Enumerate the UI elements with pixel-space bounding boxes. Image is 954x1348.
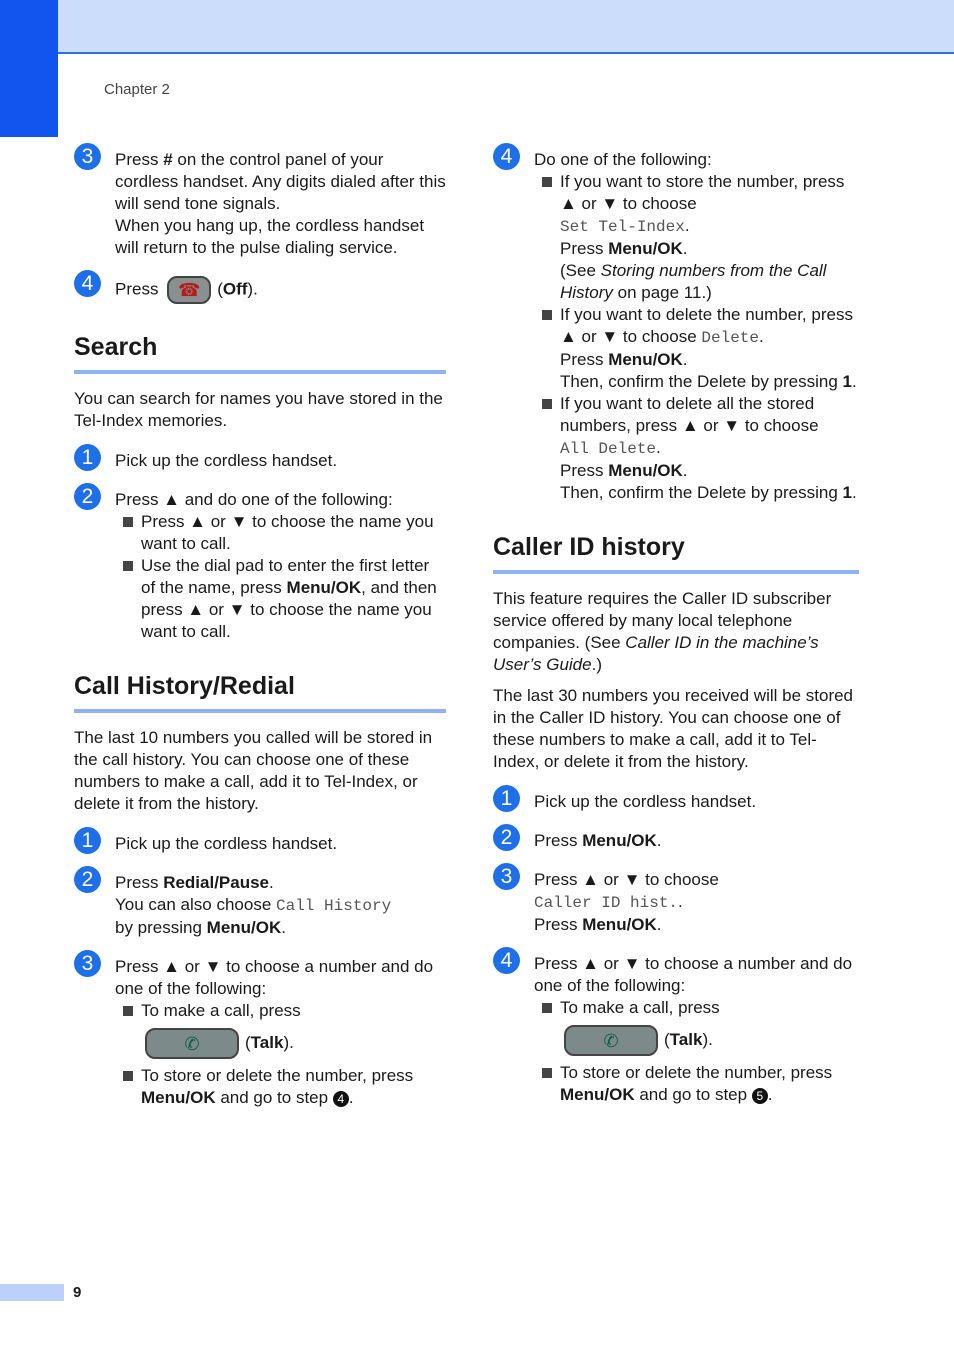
list-item: To make a call, press bbox=[534, 997, 859, 1019]
list-item: Use the dial pad to enter the first letter of the name, press Menu/OK, and then press ▲ or ▼ to choose the name you want to call. bbox=[115, 555, 446, 643]
list-item: To store or delete the number, press Menu/OK and go to step 5 . bbox=[534, 1062, 859, 1106]
chapter-label: Chapter 2 bbox=[104, 81, 170, 98]
header-band bbox=[0, 0, 954, 54]
phone-talk-icon: ✆ bbox=[145, 1028, 239, 1059]
list-item: If you want to store the number, press ▲ or ▼ to choose Set Tel-Index. Press Menu/OK. (See Storing numbers from the Call History on page 11.) bbox=[534, 171, 859, 304]
step-number: 3 bbox=[74, 143, 101, 170]
step-ref: 4 bbox=[333, 1091, 349, 1107]
page-number: 9 bbox=[73, 1284, 82, 1301]
step-number: 4 bbox=[74, 270, 101, 297]
section-title-caller-id: Caller ID history bbox=[493, 532, 859, 574]
list-item: To store or delete the number, press Menu/OK and go to step 4 . bbox=[115, 1065, 446, 1109]
section-title-search: Search bbox=[74, 332, 446, 374]
left-column bbox=[74, 145, 446, 1126]
list-item: Press ▲ or ▼ to choose the name you want to call. bbox=[115, 511, 446, 555]
cid-step-1: 1 Pick up the cordless handset. bbox=[493, 791, 859, 813]
delete-step-4: 4 Do one of the following: If you want to store the number, press ▲ or ▼ to choose Set Tel-Index. Press Menu/OK. (See Storing numbers from the Call History on page 11.) If you want to delete the number, press ▲ or ▼ to choose Delete. Press Menu/OK. Then, confirm the Delete by pressing 1. If you want to delete all the stored numbers, press ▲ or ▼ to choose All Delete. Press Menu/OK. Then, confirm the Delete by pressing 1. bbox=[493, 149, 859, 504]
step-4-off: 4 Press ☎ (Off). bbox=[74, 276, 446, 304]
list-item: If you want to delete the number, press ▲ or ▼ to choose Delete. Press Menu/OK. Then, confirm the Delete by pressing 1. bbox=[534, 304, 859, 393]
talk-line: ✆ (Talk). bbox=[534, 1025, 859, 1056]
call-history-intro: The last 10 numbers you called will be stored in the call history. You can choose one of these numbers to make a call, add it to Tel-Index, or delete it from the history. bbox=[74, 728, 433, 813]
cid-step-3: 3 Press ▲ or ▼ to choose Caller ID hist.. Press Menu/OK. bbox=[493, 869, 859, 936]
right-column bbox=[493, 145, 859, 1123]
search-step-1: 1 Pick up the cordless handset. bbox=[74, 450, 446, 472]
search-step-2: 2 Press ▲ and do one of the following: Press ▲ or ▼ to choose the name you want to call. Use the dial pad to enter the first letter of the name, press Menu/OK, and then press ▲ or ▼ to choose the name you want to call. bbox=[74, 489, 446, 643]
list-item: If you want to delete all the stored numbers, press ▲ or ▼ to choose All Delete. Press Menu/OK. Then, confirm the Delete by pressing 1. bbox=[534, 393, 859, 504]
caller-id-desc: The last 30 numbers you received will be stored in the Caller ID history. You can choose one of these numbers to make a call, add it to Tel-Index, or delete it from the history. bbox=[493, 686, 854, 771]
chapter-tab bbox=[0, 0, 58, 137]
call-step-3: 3 Press ▲ or ▼ to choose a number and do one of the following: To make a call, press ✆ (Talk). To store or delete the number, press Menu/OK and go to step 4 . bbox=[74, 956, 446, 1109]
page-number-bar bbox=[0, 1284, 64, 1301]
talk-line: ✆ (Talk). bbox=[115, 1028, 446, 1059]
step-3-tone: 3 Press # on the control panel of your cordless handset. Any digits dialed after this will send tone signals. When you hang up, the cordless handset will return to the pulse dialing service. bbox=[74, 149, 446, 259]
call-step-2: 2 Press Redial/Pause. You can also choose Call History by pressing Menu/OK. bbox=[74, 872, 446, 939]
search-intro: You can search for names you have stored in the Tel-Index memories. bbox=[74, 389, 443, 430]
step-ref: 5 bbox=[752, 1088, 768, 1104]
call-step-1: 1 Pick up the cordless handset. bbox=[74, 833, 446, 855]
list-item: To make a call, press bbox=[115, 1000, 446, 1022]
phone-talk-icon: ✆ bbox=[564, 1025, 658, 1056]
section-title-call-history: Call History/Redial bbox=[74, 671, 446, 713]
cid-step-2: 2 Press Menu/OK. bbox=[493, 830, 859, 852]
cid-step-4: 4 Press ▲ or ▼ to choose a number and do one of the following: To make a call, press ✆ (Talk). To store or delete the number, press Menu/OK and go to step 5 . bbox=[493, 953, 859, 1106]
caller-id-intro: This feature requires the Caller ID subscriber service offered by many local telephone companies. (See Caller ID in the machine’s User’s Guide.) bbox=[493, 589, 832, 674]
phone-off-icon: ☎ bbox=[167, 276, 211, 304]
